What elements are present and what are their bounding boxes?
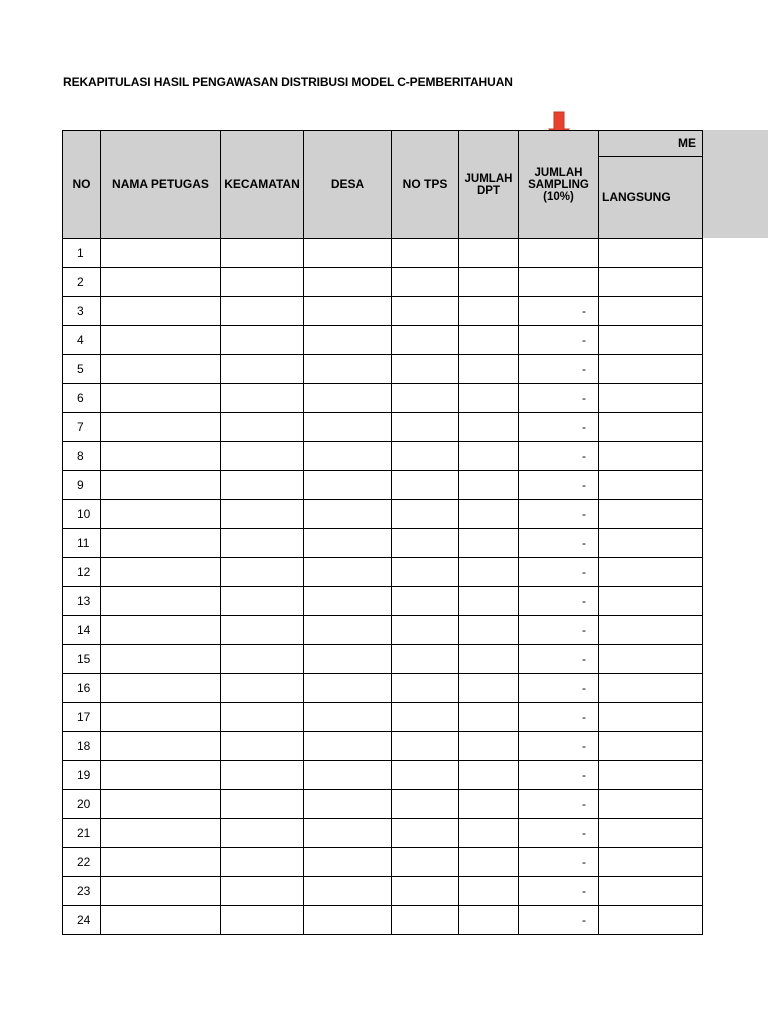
cell-jumlah-sampling[interactable]: - bbox=[519, 674, 599, 703]
cell-langsung[interactable] bbox=[599, 587, 703, 616]
cell-no[interactable]: 23 bbox=[63, 877, 101, 906]
cell-no-tps[interactable] bbox=[392, 297, 459, 326]
cell-no-tps[interactable] bbox=[392, 326, 459, 355]
cell-nama-petugas[interactable] bbox=[101, 442, 221, 471]
table-row bbox=[63, 732, 703, 761]
cell-langsung[interactable] bbox=[599, 761, 703, 790]
cell-nama-petugas[interactable] bbox=[101, 674, 221, 703]
cell-langsung[interactable] bbox=[599, 790, 703, 819]
cell-no[interactable]: 2 bbox=[63, 268, 101, 297]
table-row bbox=[63, 645, 703, 674]
cell-nama-petugas[interactable] bbox=[101, 645, 221, 674]
cell-desa[interactable] bbox=[304, 239, 392, 268]
cell-jumlah-sampling[interactable]: - bbox=[519, 703, 599, 732]
cell-nama-petugas[interactable] bbox=[101, 297, 221, 326]
cell-no-tps[interactable] bbox=[392, 384, 459, 413]
cell-desa[interactable] bbox=[304, 326, 392, 355]
cell-desa[interactable] bbox=[304, 442, 392, 471]
cell-langsung[interactable] bbox=[599, 413, 703, 442]
col-header-jumlah-sampling: JUMLAH SAMPLING (10%) bbox=[519, 131, 599, 239]
cell-kecamatan[interactable] bbox=[221, 268, 304, 297]
cell-nama-petugas[interactable] bbox=[101, 529, 221, 558]
cell-kecamatan[interactable] bbox=[221, 848, 304, 877]
cell-jumlah-sampling[interactable]: - bbox=[519, 442, 599, 471]
cell-kecamatan[interactable] bbox=[221, 239, 304, 268]
cell-no[interactable]: 13 bbox=[63, 587, 101, 616]
cell-jumlah-dpt[interactable] bbox=[459, 645, 519, 674]
cell-jumlah-sampling[interactable]: - bbox=[519, 326, 599, 355]
col-header-no-tps: NO TPS bbox=[392, 131, 459, 239]
recap-table bbox=[62, 130, 703, 935]
cell-desa[interactable] bbox=[304, 703, 392, 732]
cell-jumlah-dpt[interactable] bbox=[459, 268, 519, 297]
cell-langsung[interactable] bbox=[599, 732, 703, 761]
cell-no-tps[interactable] bbox=[392, 761, 459, 790]
cell-jumlah-sampling[interactable]: - bbox=[519, 529, 599, 558]
cell-kecamatan[interactable] bbox=[221, 732, 304, 761]
table-row bbox=[63, 442, 703, 471]
cell-jumlah-sampling[interactable]: - bbox=[519, 645, 599, 674]
cell-desa[interactable] bbox=[304, 732, 392, 761]
cell-desa[interactable] bbox=[304, 819, 392, 848]
cell-jumlah-sampling[interactable]: - bbox=[519, 819, 599, 848]
cell-jumlah-sampling[interactable]: - bbox=[519, 587, 599, 616]
cell-jumlah-sampling[interactable]: - bbox=[519, 732, 599, 761]
cell-langsung[interactable] bbox=[599, 529, 703, 558]
cell-jumlah-dpt[interactable] bbox=[459, 442, 519, 471]
cell-nama-petugas[interactable] bbox=[101, 355, 221, 384]
cell-no[interactable]: 19 bbox=[63, 761, 101, 790]
cell-kecamatan[interactable] bbox=[221, 906, 304, 935]
cell-desa[interactable] bbox=[304, 471, 392, 500]
col-header-desa: DESA bbox=[304, 131, 392, 239]
cell-no-tps[interactable] bbox=[392, 268, 459, 297]
cell-kecamatan[interactable] bbox=[221, 703, 304, 732]
cell-langsung[interactable] bbox=[599, 616, 703, 645]
cell-nama-petugas[interactable] bbox=[101, 819, 221, 848]
table-row bbox=[63, 384, 703, 413]
cell-jumlah-dpt[interactable] bbox=[459, 355, 519, 384]
cell-no[interactable]: 24 bbox=[63, 906, 101, 935]
cell-jumlah-dpt[interactable] bbox=[459, 819, 519, 848]
cell-jumlah-dpt[interactable] bbox=[459, 326, 519, 355]
cell-jumlah-sampling[interactable]: - bbox=[519, 500, 599, 529]
col-header-kecamatan: KECAMATAN bbox=[221, 131, 304, 239]
cell-no-tps[interactable] bbox=[392, 674, 459, 703]
cell-no[interactable]: 10 bbox=[63, 500, 101, 529]
cell-no-tps[interactable] bbox=[392, 239, 459, 268]
cell-no-tps[interactable] bbox=[392, 587, 459, 616]
table-row bbox=[63, 848, 703, 877]
cell-jumlah-dpt[interactable] bbox=[459, 703, 519, 732]
cell-jumlah-dpt[interactable] bbox=[459, 587, 519, 616]
cell-jumlah-sampling[interactable]: - bbox=[519, 790, 599, 819]
col-group-header-label: ME bbox=[678, 136, 696, 150]
cell-jumlah-sampling[interactable]: - bbox=[519, 761, 599, 790]
cell-no-tps[interactable] bbox=[392, 703, 459, 732]
cell-nama-petugas[interactable] bbox=[101, 587, 221, 616]
cell-no[interactable]: 9 bbox=[63, 471, 101, 500]
cell-kecamatan[interactable] bbox=[221, 297, 304, 326]
table-row bbox=[63, 268, 703, 297]
cell-nama-petugas[interactable] bbox=[101, 906, 221, 935]
cell-kecamatan[interactable] bbox=[221, 790, 304, 819]
cell-jumlah-sampling[interactable]: - bbox=[519, 413, 599, 442]
cell-no-tps[interactable] bbox=[392, 645, 459, 674]
cell-jumlah-sampling[interactable]: - bbox=[519, 877, 599, 906]
cell-no-tps[interactable] bbox=[392, 558, 459, 587]
cell-no[interactable]: 6 bbox=[63, 384, 101, 413]
cell-no[interactable]: 21 bbox=[63, 819, 101, 848]
cell-kecamatan[interactable] bbox=[221, 645, 304, 674]
cell-desa[interactable] bbox=[304, 558, 392, 587]
cell-desa[interactable] bbox=[304, 674, 392, 703]
col-header-no: NO bbox=[63, 131, 101, 239]
table-row bbox=[63, 558, 703, 587]
cell-nama-petugas[interactable] bbox=[101, 471, 221, 500]
cell-no-tps[interactable] bbox=[392, 732, 459, 761]
cell-no[interactable]: 22 bbox=[63, 848, 101, 877]
cell-langsung[interactable] bbox=[599, 819, 703, 848]
cell-kecamatan[interactable] bbox=[221, 558, 304, 587]
cell-nama-petugas[interactable] bbox=[101, 877, 221, 906]
cell-jumlah-dpt[interactable] bbox=[459, 790, 519, 819]
cell-desa[interactable] bbox=[304, 877, 392, 906]
table-row bbox=[63, 413, 703, 442]
cell-langsung[interactable] bbox=[599, 384, 703, 413]
cell-jumlah-sampling[interactable]: - bbox=[519, 616, 599, 645]
table-row bbox=[63, 674, 703, 703]
cell-nama-petugas[interactable] bbox=[101, 761, 221, 790]
cell-no[interactable]: 5 bbox=[63, 355, 101, 384]
cell-desa[interactable] bbox=[304, 761, 392, 790]
cell-nama-petugas[interactable] bbox=[101, 558, 221, 587]
cell-nama-petugas[interactable] bbox=[101, 500, 221, 529]
cell-desa[interactable] bbox=[304, 268, 392, 297]
cell-jumlah-dpt[interactable] bbox=[459, 558, 519, 587]
cell-langsung[interactable] bbox=[599, 500, 703, 529]
cell-jumlah-dpt[interactable] bbox=[459, 471, 519, 500]
cell-nama-petugas[interactable] bbox=[101, 239, 221, 268]
cell-kecamatan[interactable] bbox=[221, 819, 304, 848]
cell-langsung[interactable] bbox=[599, 268, 703, 297]
cell-nama-petugas[interactable] bbox=[101, 268, 221, 297]
cell-langsung[interactable] bbox=[599, 442, 703, 471]
cell-no[interactable]: 15 bbox=[63, 645, 101, 674]
cell-no-tps[interactable] bbox=[392, 442, 459, 471]
cell-langsung[interactable] bbox=[599, 848, 703, 877]
cell-jumlah-dpt[interactable] bbox=[459, 384, 519, 413]
cell-no-tps[interactable] bbox=[392, 616, 459, 645]
cell-no-tps[interactable] bbox=[392, 471, 459, 500]
cell-kecamatan[interactable] bbox=[221, 326, 304, 355]
cell-nama-petugas[interactable] bbox=[101, 703, 221, 732]
cell-jumlah-dpt[interactable] bbox=[459, 297, 519, 326]
col-header-jumlah-dpt: JUMLAH DPT bbox=[459, 131, 519, 239]
table-row bbox=[63, 790, 703, 819]
cell-desa[interactable] bbox=[304, 500, 392, 529]
cell-no-tps[interactable] bbox=[392, 877, 459, 906]
cell-desa[interactable] bbox=[304, 384, 392, 413]
cell-jumlah-dpt[interactable] bbox=[459, 616, 519, 645]
cell-no[interactable]: 18 bbox=[63, 732, 101, 761]
cell-kecamatan[interactable] bbox=[221, 674, 304, 703]
cell-jumlah-sampling[interactable] bbox=[519, 268, 599, 297]
cell-langsung[interactable] bbox=[599, 674, 703, 703]
cell-no-tps[interactable] bbox=[392, 819, 459, 848]
cell-langsung[interactable] bbox=[599, 239, 703, 268]
cell-no[interactable]: 7 bbox=[63, 413, 101, 442]
cell-nama-petugas[interactable] bbox=[101, 790, 221, 819]
cell-jumlah-dpt[interactable] bbox=[459, 529, 519, 558]
cell-desa[interactable] bbox=[304, 645, 392, 674]
table-row bbox=[63, 616, 703, 645]
cell-kecamatan[interactable] bbox=[221, 877, 304, 906]
cell-jumlah-sampling[interactable]: - bbox=[519, 558, 599, 587]
col-header-langsung: LANGSUNG bbox=[599, 157, 703, 239]
cell-kecamatan[interactable] bbox=[221, 355, 304, 384]
table-row bbox=[63, 819, 703, 848]
table-row bbox=[63, 239, 703, 268]
cell-no[interactable]: 8 bbox=[63, 442, 101, 471]
cell-jumlah-dpt[interactable] bbox=[459, 848, 519, 877]
cell-jumlah-dpt[interactable] bbox=[459, 239, 519, 268]
cell-jumlah-sampling[interactable]: - bbox=[519, 297, 599, 326]
cell-langsung[interactable] bbox=[599, 877, 703, 906]
cell-nama-petugas[interactable] bbox=[101, 384, 221, 413]
cell-nama-petugas[interactable] bbox=[101, 413, 221, 442]
recap-table-container bbox=[62, 130, 696, 936]
cell-langsung[interactable] bbox=[599, 906, 703, 935]
cell-no-tps[interactable] bbox=[392, 906, 459, 935]
cell-nama-petugas[interactable] bbox=[101, 848, 221, 877]
table-row bbox=[63, 761, 703, 790]
table-row bbox=[63, 355, 703, 384]
cell-desa[interactable] bbox=[304, 529, 392, 558]
cell-desa[interactable] bbox=[304, 848, 392, 877]
cell-jumlah-sampling[interactable]: - bbox=[519, 355, 599, 384]
cell-jumlah-dpt[interactable] bbox=[459, 761, 519, 790]
cell-jumlah-sampling[interactable]: - bbox=[519, 848, 599, 877]
cell-langsung[interactable] bbox=[599, 645, 703, 674]
col-group-header bbox=[599, 131, 703, 157]
cell-no-tps[interactable] bbox=[392, 500, 459, 529]
cell-jumlah-sampling[interactable]: - bbox=[519, 906, 599, 935]
cell-jumlah-dpt[interactable] bbox=[459, 877, 519, 906]
table-body bbox=[63, 239, 703, 935]
col-header-nama-petugas: NAMA PETUGAS bbox=[101, 131, 221, 239]
cell-desa[interactable] bbox=[304, 616, 392, 645]
cell-no[interactable]: 20 bbox=[63, 790, 101, 819]
cell-jumlah-sampling[interactable]: - bbox=[519, 384, 599, 413]
cell-jumlah-dpt[interactable] bbox=[459, 500, 519, 529]
cell-desa[interactable] bbox=[304, 790, 392, 819]
cell-jumlah-dpt[interactable] bbox=[459, 674, 519, 703]
cell-kecamatan[interactable] bbox=[221, 413, 304, 442]
table-row bbox=[63, 326, 703, 355]
cell-kecamatan[interactable] bbox=[221, 616, 304, 645]
cell-langsung[interactable] bbox=[599, 355, 703, 384]
cell-desa[interactable] bbox=[304, 355, 392, 384]
cell-langsung[interactable] bbox=[599, 471, 703, 500]
table-row bbox=[63, 703, 703, 732]
table-row bbox=[63, 500, 703, 529]
cell-no[interactable]: 1 bbox=[63, 239, 101, 268]
cell-no[interactable]: 12 bbox=[63, 558, 101, 587]
cell-no-tps[interactable] bbox=[392, 848, 459, 877]
cell-desa[interactable] bbox=[304, 413, 392, 442]
table-row bbox=[63, 529, 703, 558]
table-row bbox=[63, 906, 703, 935]
cell-no[interactable]: 3 bbox=[63, 297, 101, 326]
cell-desa[interactable] bbox=[304, 297, 392, 326]
table-row bbox=[63, 471, 703, 500]
table-row bbox=[63, 587, 703, 616]
cell-jumlah-dpt[interactable] bbox=[459, 732, 519, 761]
cell-kecamatan[interactable] bbox=[221, 587, 304, 616]
cell-no[interactable]: 11 bbox=[63, 529, 101, 558]
cell-no[interactable]: 4 bbox=[63, 326, 101, 355]
cell-no-tps[interactable] bbox=[392, 529, 459, 558]
cell-jumlah-sampling[interactable]: - bbox=[519, 471, 599, 500]
cell-no-tps[interactable] bbox=[392, 355, 459, 384]
cell-jumlah-sampling[interactable] bbox=[519, 239, 599, 268]
cell-kecamatan[interactable] bbox=[221, 500, 304, 529]
cell-kecamatan[interactable] bbox=[221, 529, 304, 558]
table-row bbox=[63, 297, 703, 326]
cell-no[interactable]: 17 bbox=[63, 703, 101, 732]
cell-nama-petugas[interactable] bbox=[101, 616, 221, 645]
cell-desa[interactable] bbox=[304, 906, 392, 935]
cell-no[interactable]: 14 bbox=[63, 616, 101, 645]
cell-langsung[interactable] bbox=[599, 703, 703, 732]
cell-no-tps[interactable] bbox=[392, 790, 459, 819]
cell-langsung[interactable] bbox=[599, 297, 703, 326]
document-title: REKAPITULASI HASIL PENGAWASAN DISTRIBUSI MODEL C-PEMBERITAHUAN bbox=[63, 75, 513, 89]
cell-nama-petugas[interactable] bbox=[101, 732, 221, 761]
cell-desa[interactable] bbox=[304, 587, 392, 616]
cell-kecamatan[interactable] bbox=[221, 442, 304, 471]
table-row bbox=[63, 877, 703, 906]
cell-kecamatan[interactable] bbox=[221, 471, 304, 500]
cell-jumlah-dpt[interactable] bbox=[459, 906, 519, 935]
cell-no-tps[interactable] bbox=[392, 413, 459, 442]
cell-no[interactable]: 16 bbox=[63, 674, 101, 703]
cell-jumlah-dpt[interactable] bbox=[459, 413, 519, 442]
cell-langsung[interactable] bbox=[599, 326, 703, 355]
cell-kecamatan[interactable] bbox=[221, 384, 304, 413]
cell-kecamatan[interactable] bbox=[221, 761, 304, 790]
cell-langsung[interactable] bbox=[599, 558, 703, 587]
cell-nama-petugas[interactable] bbox=[101, 326, 221, 355]
